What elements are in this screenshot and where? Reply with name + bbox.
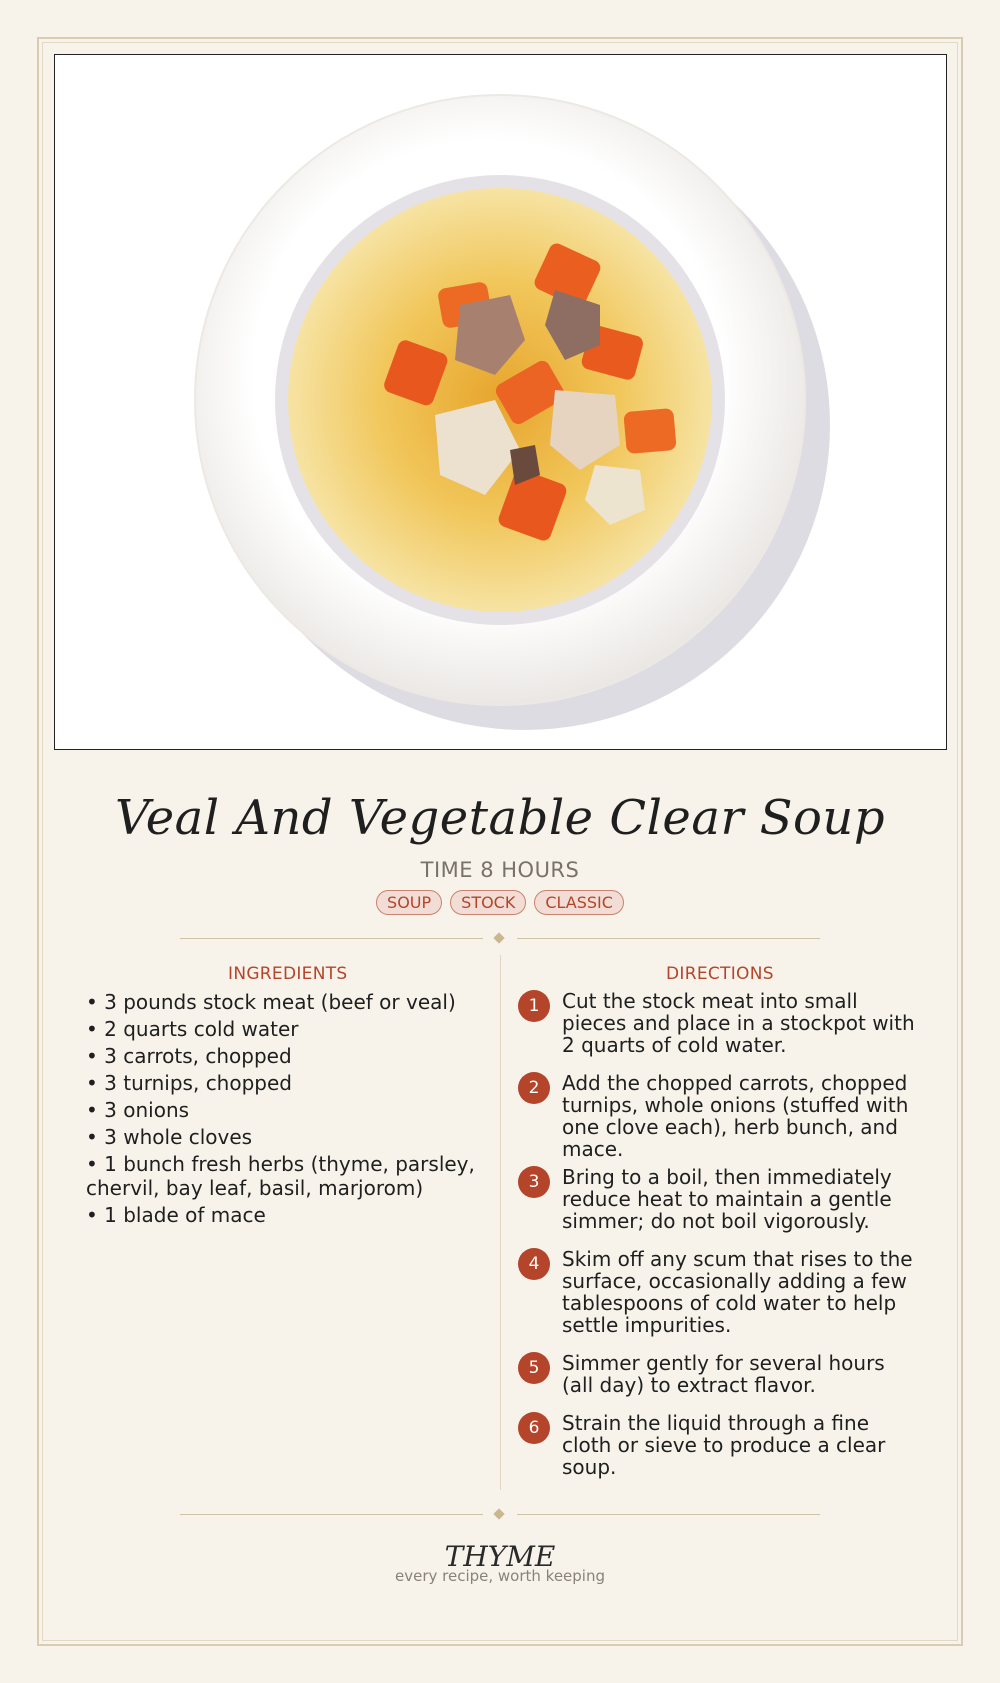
- brand-tagline: every recipe, worth keeping: [394, 1567, 605, 1585]
- step-text: Add the chopped carrots, chopped turnips, whole onions (stuffed with one clove each), herb bunch, and mace.: [562, 1071, 909, 1161]
- ingredient-item: • 1 bunch fresh herbs (thyme, parsley, chervil, bay leaf, basil, marjorom): [86, 1152, 475, 1200]
- column-divider: [500, 955, 501, 1490]
- ingredient-item: • 3 onions: [86, 1098, 190, 1122]
- recipe-title: Veal And Vegetable Clear Soup: [114, 790, 886, 846]
- bottom-divider: [180, 1508, 820, 1522]
- ingredient-item: • 3 pounds stock meat (beef or veal): [86, 990, 456, 1014]
- step-text: Simmer gently for several hours (all day) to extract flavor.: [562, 1351, 885, 1397]
- step-number-badge: 5: [518, 1352, 550, 1384]
- ingredient-item: • 3 carrots, chopped: [86, 1044, 292, 1068]
- direction-step: [518, 1352, 918, 1396]
- ingredients-list: [86, 990, 486, 1230]
- step-number-badge: 3: [518, 1166, 550, 1198]
- directions-list: [518, 990, 918, 1478]
- tag-classic[interactable]: CLASSIC: [534, 890, 624, 915]
- tag-stock[interactable]: STOCK: [450, 890, 526, 915]
- direction-step: [518, 1166, 918, 1232]
- step-text: Bring to a boil, then immediately reduce heat to maintain a gentle simmer; do not boil vigorously.: [562, 1165, 892, 1233]
- ingredient-item: • 3 whole cloves: [86, 1125, 253, 1149]
- cook-time: TIME 8 HOURS: [420, 858, 580, 882]
- soup-illustration: [54, 54, 947, 750]
- directions-heading: DIRECTIONS: [666, 964, 774, 984]
- ingredient-item: • 3 turnips, chopped: [86, 1071, 292, 1095]
- direction-step: [518, 1248, 918, 1336]
- step-text: Strain the liquid through a fine cloth or sieve to produce a clear soup.: [562, 1411, 886, 1479]
- tag-soup[interactable]: SOUP: [376, 890, 442, 915]
- tag-list: [0, 890, 1000, 915]
- direction-step: [518, 990, 918, 1056]
- ingredient-item: • 2 quarts cold water: [86, 1017, 299, 1041]
- ingredient-item: • 1 blade of mace: [86, 1203, 266, 1227]
- diamond-ornament-icon: [493, 1508, 504, 1519]
- top-divider: [180, 932, 820, 946]
- diamond-ornament-icon: [493, 932, 504, 943]
- step-number-badge: 2: [518, 1072, 550, 1104]
- step-text: Skim off any scum that rises to the surface, occasionally adding a few tablespoons of cold water to help settle impurities.: [562, 1247, 913, 1337]
- step-number-badge: 1: [518, 990, 550, 1022]
- brand-logo: THYME: [444, 1540, 556, 1573]
- step-number-badge: 6: [518, 1412, 550, 1444]
- direction-step: [518, 1412, 918, 1478]
- ingredients-heading: INGREDIENTS: [228, 964, 348, 984]
- step-text: Cut the stock meat into small pieces and place in a stockpot with 2 quarts of cold water.: [562, 989, 915, 1057]
- direction-step: [518, 1072, 918, 1160]
- step-number-badge: 4: [518, 1248, 550, 1280]
- soup-bowl-image: [55, 55, 947, 750]
